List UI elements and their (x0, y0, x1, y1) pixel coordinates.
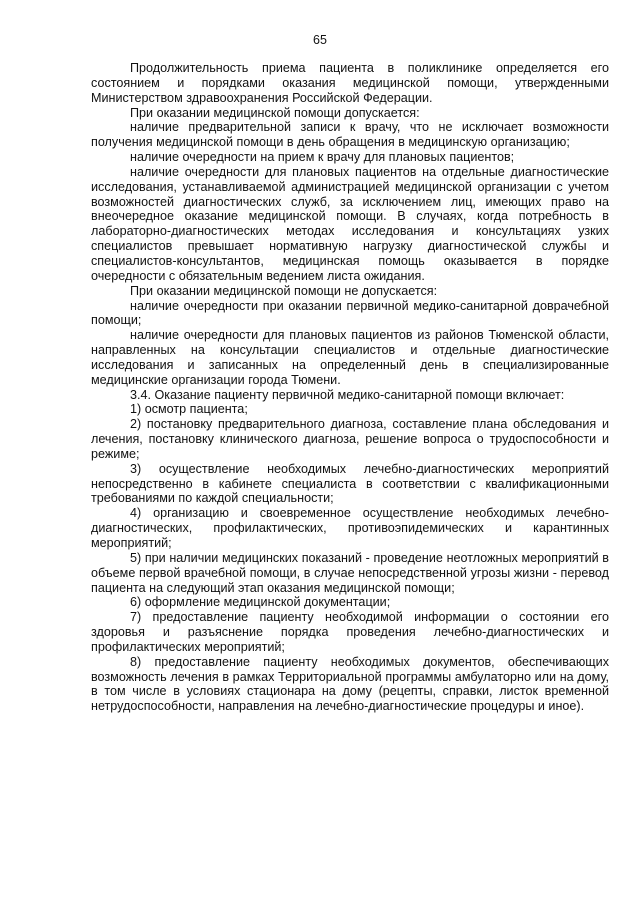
document-body (91, 61, 609, 714)
list-item: 2) постановку предварительного диагноза, составление плана обследования и лечения, постановку клинического диагноза, решение вопроса о трудоспособности и режиме; (91, 417, 609, 461)
section-heading-paragraph: 3.4. Оказание пациенту первичной медико-санитарной помощи включает: (130, 387, 565, 402)
list-item: 4) организацию и своевременное осуществление необходимых лечебно-диагностических, профилактических, противоэпидемических и карантинных мероприятий; (91, 506, 609, 550)
paragraph: наличие очередности для плановых пациентов на отдельные диагностические исследования, устанавливаемой администрацией медицинской организации с учетом возможностей диагностических служб, за исключением лиц, имеющих право на внеочередное оказание медицинской помощи. В случаях, когда потребность в лабораторно-диагностических методах исследования и консультациях узких специалистов превышает нормативную нагрузку диагностической службы и специалистов-консультантов, медицинская помощь оказывается в порядке очередности с обязательным ведением листа ожидания. (91, 164, 609, 283)
list-item: 7) предоставление пациенту необходимой информации о состоянии его здоровья и разъяснение порядка проведения лечебно-диагностических и профилактических мероприятий; (91, 610, 609, 654)
list-item: 1) осмотр пациента; (130, 402, 248, 417)
paragraph: наличие очередности для плановых пациентов из районов Тюменской области, направленных на консультации специалистов и отдельные диагностические исследования и записанных на определенный день в специализированные медицинские организации города Тюмени. (91, 328, 609, 387)
list-item: 5) при наличии медицинских показаний - проведение неотложных мероприятий в объеме первой врачебной помощи, в случае непосредственной угрозы жизни - перевод пациента на следующий этап оказания медицинской помощи; (91, 550, 609, 595)
paragraph: наличие предварительной записи к врачу, что не исключает возможности получения медицинской помощи в день обращения в медицинскую организацию; (91, 120, 609, 150)
list-item: 3) осуществление необходимых лечебно-диагностических мероприятий непосредственно в кабинете специалиста в соответствии с квалификационными требованиями по каждой специальности; (91, 461, 609, 506)
paragraph: Продолжительность приема пациента в поликлинике определяется его состоянием и порядками оказания медицинской помощи, утвержденными Министерством здравоохранения Российской Федерации. (91, 61, 609, 105)
paragraph: наличие очередности на прием к врачу для плановых пациентов; (130, 150, 515, 165)
paragraph: При оказании медицинской помощи допускается: (130, 105, 420, 120)
list-item: 6) оформление медицинской документации; (130, 595, 391, 610)
page-number: 65 (313, 33, 327, 47)
paragraph: наличие очередности при оказании первичной медико-санитарной доврачебной помощи; (91, 298, 609, 328)
list-item: 8) предоставление пациенту необходимых документов, обеспечивающих возможность лечения в рамках Территориальной программы амбулаторно или на дому, в том числе в условиях стационара на дому (рецепты, справки, листок временной нетрудоспособности, направления на лечебно-диагностические процедуры и иное). (91, 654, 609, 714)
paragraph: При оказании медицинской помощи не допускается: (130, 283, 438, 298)
